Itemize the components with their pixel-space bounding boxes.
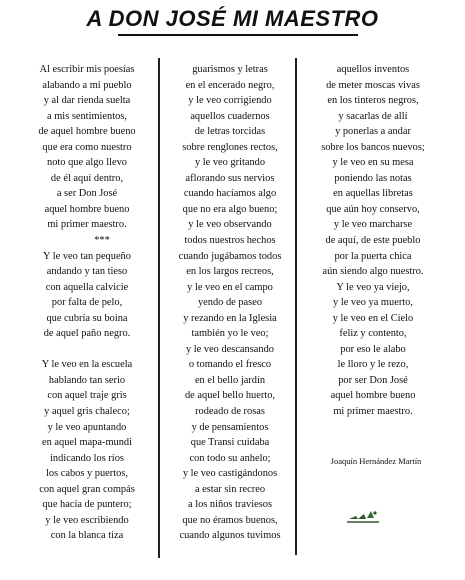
verse-line: y le veo gritando [194, 157, 266, 169]
verse-line: en el encerado negro, [185, 79, 275, 91]
verse-line: y al dar rienda suelta [43, 95, 131, 107]
verse-line: sobre los bancos nuevos; [321, 141, 425, 153]
verse-line: de aquí, de este pueblo [325, 235, 421, 247]
verse-line: a ser Don José [56, 188, 118, 200]
poem-column-3 [308, 62, 438, 420]
verse-line: los cabos y puertos, [46, 468, 128, 480]
verse-line: Y le veo en la escuela [41, 359, 133, 371]
verse-line: le lloro y le rezo, [337, 359, 409, 371]
verse-line: en los tinteros negros, [327, 95, 419, 107]
verse-line: de aquel paño negro. [43, 328, 131, 340]
verse-line: también yo le veo; [191, 328, 269, 340]
verse-line: mi primer maestro. [333, 406, 413, 418]
verse-line: en aquellas libretas [333, 188, 413, 200]
poem-title: A DON JOSÉ MI MAESTRO [86, 6, 379, 31]
verse-line: y le veo escribiendo [45, 514, 129, 526]
verse-line: aflorando sus nervios [185, 172, 275, 184]
verse-line: mi primer maestro. [47, 219, 127, 231]
column-divider [158, 58, 160, 558]
verse-line: que no era algo bueno; [182, 203, 278, 215]
verse-line: y le veo marcharse [333, 219, 413, 231]
verse-line: y sacarlas de allí [338, 110, 408, 122]
verse-line: y le veo en el campo [187, 281, 273, 293]
verse-line: Al escribir mis poesías [39, 64, 135, 75]
logo-icon [346, 507, 380, 525]
verse-line: aún siendo algo nuestro. [322, 266, 424, 278]
verse-line: cuando algunos tuvimos [179, 530, 281, 542]
verse-line: cuando hacíamos algo [183, 188, 277, 200]
verse-line: aquel hombre bueno [330, 390, 416, 402]
poem-column-2 [170, 62, 290, 544]
verse-line: Y le veo ya viejo, [336, 281, 410, 293]
verse-line: con aquel traje gris [47, 390, 127, 402]
verse-line: y le veo en su mesa [332, 157, 414, 169]
verse-line: en aquel mapa-mundi [41, 437, 133, 449]
verse-line: con aquella calvicie [45, 281, 129, 293]
verse-line: de él aquí dentro, [50, 172, 124, 184]
column-divider [295, 58, 297, 555]
verse-line: de aquel hombre bueno [38, 126, 136, 138]
verse-line: sobre renglones rectos, [182, 141, 278, 153]
verse-line: con aquel gran compás [39, 483, 135, 495]
author-signature: Joaquín Hernández Martín [330, 456, 422, 466]
verse-line: y rezando en la Iglesia [183, 312, 277, 324]
verse-line: de meter moscas vivas [326, 79, 420, 91]
verse-line: de letras torcidas [194, 126, 266, 138]
verse-line: que cubría su boina [46, 312, 128, 324]
verse-line: rodeado de rosas [195, 406, 265, 418]
verse-line: en los largos recreos, [186, 266, 274, 278]
verse-line: y le veo descansando [185, 343, 274, 355]
verse-line: a mis sentimientos, [47, 110, 127, 122]
verse-line: aquellos cuadernos [190, 110, 270, 122]
verse-line: cuando jugábamos todos [178, 250, 282, 262]
verse-line: andando y tan tieso [46, 266, 128, 278]
verse-line: Y le veo tan pequeño [43, 250, 131, 262]
verse-line: o tomando el fresco [188, 359, 272, 371]
verse-line: aquel hombre bueno [44, 203, 130, 215]
verse-line: todos nuestros hechos [184, 235, 276, 247]
verse-line: por ser Don José [338, 374, 408, 386]
verse-line: noto que algo llevo [47, 157, 127, 169]
verse-line: y le veo observando [188, 219, 272, 231]
verse-line: por falta de pelo, [51, 297, 123, 309]
verse-line: que aún hoy conservo, [326, 203, 420, 215]
verse-line: que era como nuestro [42, 141, 132, 153]
verse-line: y le veo apuntando [47, 421, 127, 433]
verse-line: a los niños traviesos [188, 499, 272, 511]
verse-line: y ponerlas a andar [335, 126, 411, 138]
verse-line: hablando tan serio [48, 374, 126, 386]
verse-line: por eso le alabo [340, 343, 406, 355]
verse-line: a estar sin recreo [194, 483, 266, 495]
verse-line: y le veo ya muerto, [333, 297, 413, 309]
verse-line: guarismos y letras [192, 64, 268, 75]
verse-line: alabando a mi pueblo [42, 79, 132, 91]
verse-line: en el bello jardín [194, 374, 266, 386]
blank-line [22, 342, 152, 358]
verse-line: yendo de paseo [197, 297, 263, 309]
verse-line: y de pensamientos [191, 421, 269, 433]
verse-line: poniendo las notas [334, 172, 412, 184]
verse-line: que no éramos buenos, [182, 514, 278, 526]
verse-line: feliz y contento, [339, 328, 407, 340]
verse-line: y le veo en el Cielo [332, 312, 414, 324]
verse-line: indicando los ríos [50, 452, 124, 464]
verse-line: por la puerta chica [334, 250, 412, 262]
verse-line: con la blanca tiza [50, 530, 124, 542]
verse-line: que Transi cuidaba [190, 437, 270, 449]
verse-line: y le veo castigándonos [182, 468, 278, 480]
verse-line: y aquel gris chaleco; [44, 406, 130, 418]
verse-line: y le veo corrigiendo [188, 95, 272, 107]
poem-column-1 [22, 62, 152, 544]
title-underline [118, 34, 358, 36]
verse-line: que hacía de puntero; [42, 499, 132, 511]
stanza-separator: *** [94, 235, 110, 247]
verse-line: con todo su anhelo; [189, 452, 271, 464]
verse-line: aquellos inventos [336, 64, 410, 75]
verse-line: de aquel bello huerto, [184, 390, 276, 402]
